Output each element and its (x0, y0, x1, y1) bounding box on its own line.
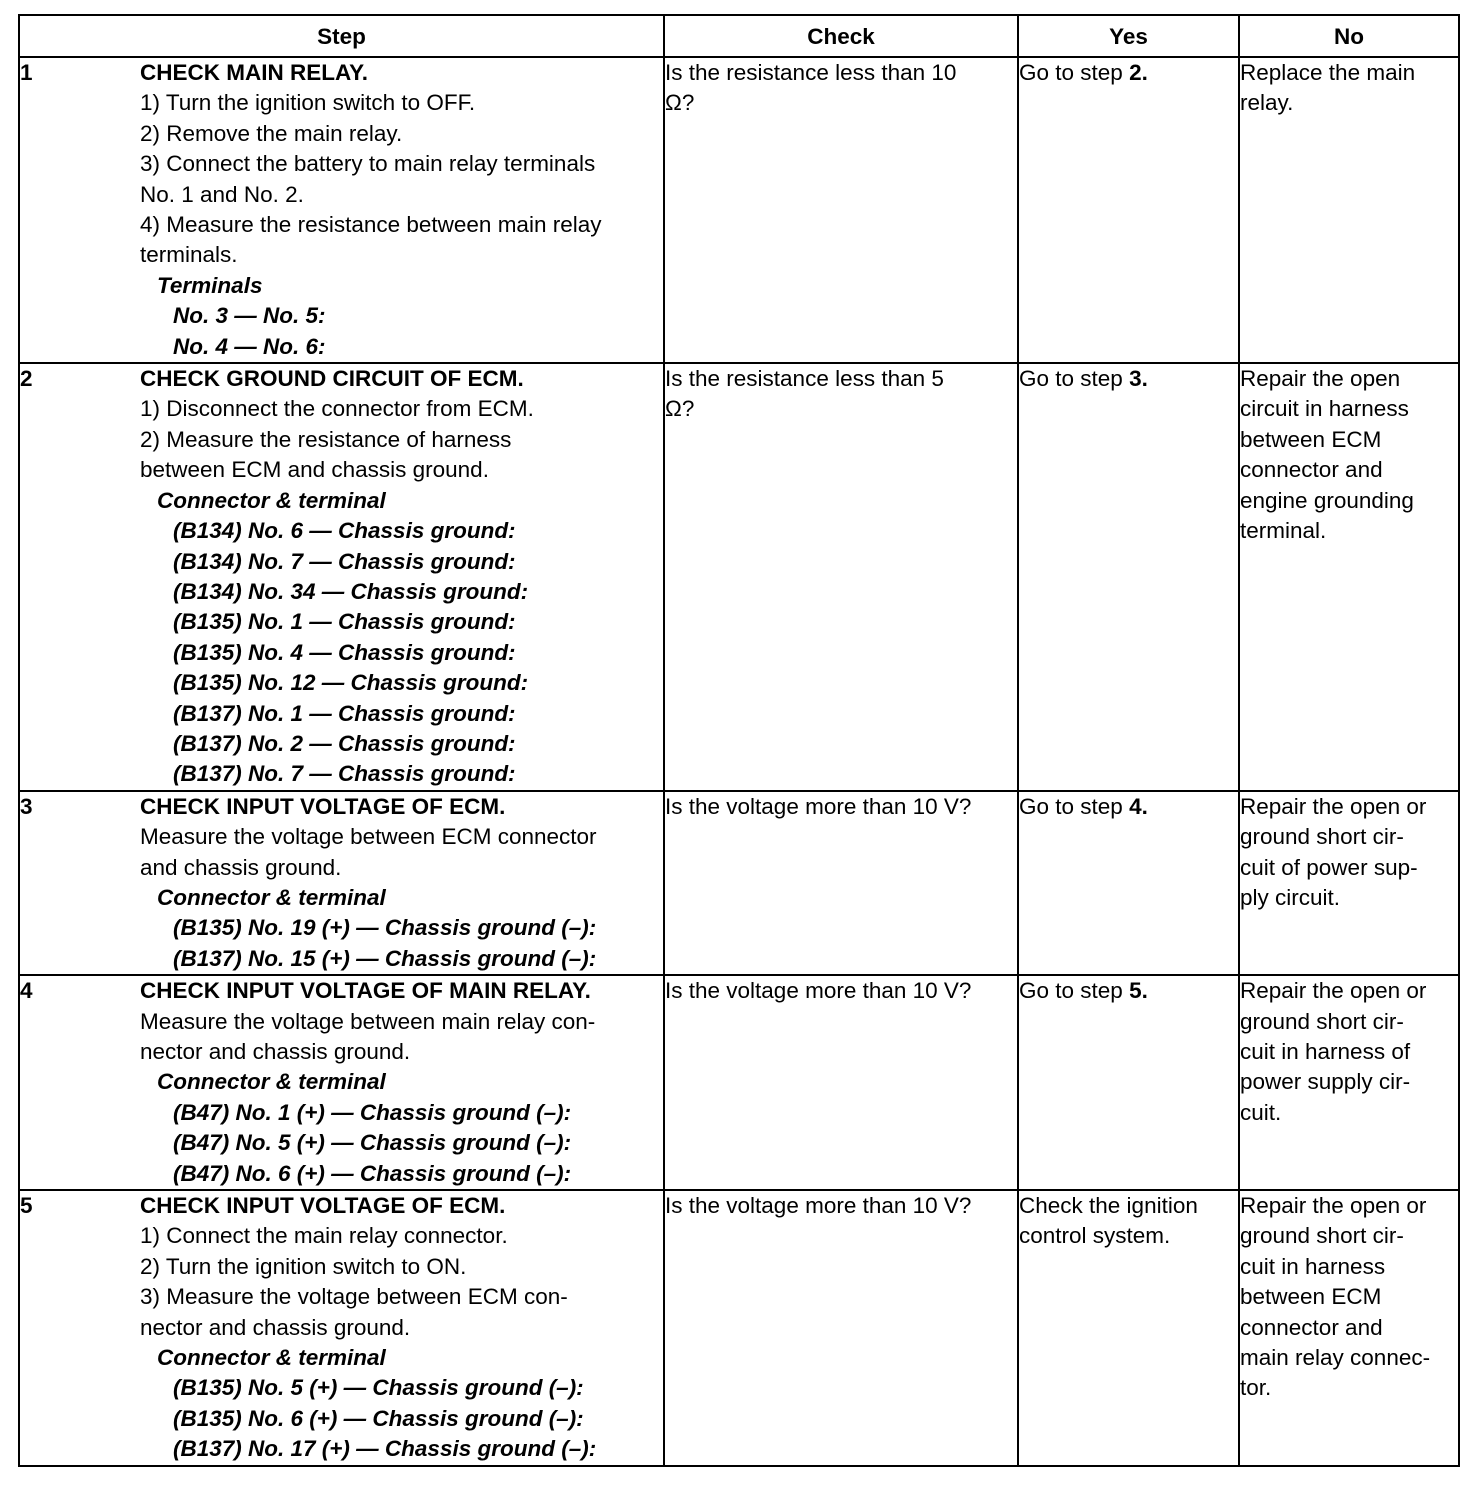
table-row (19, 791, 1459, 975)
no-text-line: connector and (1240, 1314, 1383, 1340)
step-instruction-line: 3) Connect the battery to main relay terminals (140, 151, 596, 177)
step-instruction-line: 4) Measure the resistance between main relay (140, 212, 602, 238)
step-title: CHECK INPUT VOLTAGE OF ECM. (140, 1193, 506, 1219)
check-text-line: Ω? (665, 396, 695, 422)
step-terminal-spec: (B135) No. 5 (+) — Chassis ground (–): (173, 1375, 584, 1401)
step-terminal-spec: (B47) No. 6 (+) — Chassis ground (–): (173, 1160, 572, 1186)
step-instruction-line: nector and chassis ground. (140, 1039, 411, 1064)
step-number: 1 (20, 60, 33, 85)
no-cell (1239, 363, 1459, 791)
no-text-line: between ECM (1240, 1284, 1382, 1310)
yes-line (1019, 792, 1238, 822)
check-text-line: Is the resistance less than 10 (665, 60, 957, 85)
step-terminal-spec: (B137) No. 15 (+) — Chassis ground (–): (173, 945, 597, 971)
yes-cell (1018, 791, 1239, 975)
step-instruction-line: 2) Turn the ignition switch to ON. (140, 1253, 467, 1279)
check-text-line: Is the voltage more than 10 V? (665, 793, 972, 819)
header-check: Check (664, 15, 1018, 57)
table-row (19, 1190, 1459, 1466)
check-cell (664, 791, 1018, 975)
step-cell (19, 791, 664, 975)
yes-line (1019, 1191, 1238, 1221)
step-sublabel: Connector & terminal (157, 1069, 386, 1095)
header-step: Step (19, 15, 664, 57)
no-text-line: Repair the open (1240, 366, 1401, 392)
yes-line (1019, 364, 1238, 394)
no-text-line: Repair the open or (1240, 978, 1427, 1004)
yes-line (1019, 976, 1238, 1006)
step-number: 2 (20, 366, 33, 392)
step-instruction-line: No. 1 and No. 2. (140, 181, 304, 207)
table-row (19, 975, 1459, 1190)
no-text-line: Repair the open or (1240, 793, 1427, 819)
yes-cell (1018, 57, 1239, 363)
step-sublabel: Connector & terminal (157, 884, 386, 910)
step-title: CHECK GROUND CIRCUIT OF ECM. (140, 366, 524, 392)
step-terminal-spec: (B47) No. 5 (+) — Chassis ground (–): (173, 1130, 572, 1156)
check-cell (664, 1190, 1018, 1466)
step-cell (19, 1190, 664, 1466)
step-sublabel: Connector & terminal (157, 487, 386, 513)
step-instruction-line: 1) Turn the ignition switch to OFF. (140, 90, 476, 116)
no-cell (1239, 975, 1459, 1190)
no-cell (1239, 791, 1459, 975)
step-instruction-line: 2) Remove the main relay. (140, 120, 403, 146)
table-row (19, 57, 1459, 363)
no-cell (1239, 57, 1459, 363)
step-cell (19, 975, 664, 1190)
step-body (140, 58, 663, 362)
yes-text: Check the ignition (1019, 1193, 1198, 1219)
check-text-line: Is the voltage more than 10 V? (665, 1193, 972, 1219)
step-terminal-spec: (B135) No. 1 — Chassis ground: (173, 609, 516, 635)
step-body (140, 792, 663, 974)
step-sublabel: Connector & terminal (157, 1345, 386, 1371)
no-text-line: engine grounding (1240, 487, 1414, 513)
yes-text: Go to step (1019, 793, 1130, 819)
no-text-line: ground short cir- (1240, 1223, 1404, 1249)
check-text-line: Ω? (665, 90, 695, 116)
no-text-line: ground short cir- (1240, 824, 1404, 850)
no-text-line: power supply cir- (1240, 1069, 1411, 1095)
step-wrap (20, 792, 663, 974)
step-terminal-spec: (B134) No. 6 — Chassis ground: (173, 518, 516, 544)
step-title: CHECK MAIN RELAY. (140, 60, 368, 85)
step-body (140, 364, 663, 790)
yes-step-ref: 2. (1129, 60, 1148, 85)
step-terminal-spec: (B137) No. 2 — Chassis ground: (173, 730, 516, 756)
step-wrap (20, 364, 663, 790)
step-instruction-line: 1) Connect the main relay connector. (140, 1223, 508, 1249)
step-number: 3 (20, 793, 33, 819)
step-body (140, 1191, 663, 1465)
yes-cell (1018, 1190, 1239, 1466)
step-instruction-line: terminals. (140, 242, 238, 268)
yes-text: Go to step (1019, 60, 1130, 85)
no-text-line: terminal. (1240, 518, 1327, 544)
step-title: CHECK INPUT VOLTAGE OF MAIN RELAY. (140, 978, 591, 1004)
no-text-line: between ECM (1240, 426, 1382, 452)
step-cell (19, 363, 664, 791)
step-terminal-spec: No. 4 — No. 6: (173, 333, 326, 359)
step-terminal-spec: (B135) No. 19 (+) — Chassis ground (–): (173, 915, 597, 941)
check-cell (664, 975, 1018, 1190)
step-terminal-spec: (B47) No. 1 (+) — Chassis ground (–): (173, 1099, 572, 1125)
step-instruction-line: Measure the voltage between main relay con- (140, 1008, 596, 1034)
no-text-line: Replace the main (1240, 60, 1416, 85)
yes-text: Go to step (1019, 366, 1130, 392)
check-text-line: Is the voltage more than 10 V? (665, 978, 972, 1004)
no-text-line: cuit of power sup- (1240, 854, 1418, 880)
step-terminal-spec: (B135) No. 12 — Chassis ground: (173, 670, 529, 696)
no-text-line: tor. (1240, 1375, 1272, 1401)
no-text-line: circuit in harness (1240, 396, 1409, 422)
step-terminal-spec: (B137) No. 1 — Chassis ground: (173, 700, 516, 726)
step-terminal-spec: (B134) No. 34 — Chassis ground: (173, 578, 529, 604)
step-wrap (20, 58, 663, 362)
header-no: No (1239, 15, 1459, 57)
step-body (140, 976, 663, 1189)
no-text-line: ply circuit. (1240, 884, 1341, 910)
step-instruction-line: nector and chassis ground. (140, 1314, 411, 1340)
yes-step-ref: 5. (1129, 978, 1148, 1004)
step-terminal-spec: (B137) No. 7 — Chassis ground: (173, 761, 516, 787)
step-terminal-spec: (B135) No. 4 — Chassis ground: (173, 639, 516, 665)
step-terminal-spec: (B135) No. 6 (+) — Chassis ground (–): (173, 1405, 584, 1431)
step-terminal-spec: (B137) No. 17 (+) — Chassis ground (–): (173, 1436, 597, 1462)
yes-line (1019, 58, 1238, 88)
diagnostic-procedure-sheet (18, 14, 1460, 1467)
step-number: 4 (20, 978, 33, 1004)
step-terminal-spec: No. 3 — No. 5: (173, 303, 326, 329)
no-text-line: connector and (1240, 457, 1383, 483)
yes-cell (1018, 975, 1239, 1190)
yes-text-line: control system. (1019, 1223, 1171, 1249)
no-text-line: cuit. (1240, 1099, 1282, 1125)
yes-step-ref: 3. (1129, 366, 1148, 392)
check-cell (664, 57, 1018, 363)
step-terminal-spec: (B134) No. 7 — Chassis ground: (173, 548, 516, 574)
table-row (19, 363, 1459, 791)
yes-cell (1018, 363, 1239, 791)
step-instruction-line: and chassis ground. (140, 854, 342, 880)
check-text-line: Is the resistance less than 5 (665, 366, 944, 392)
step-instruction-line: between ECM and chassis ground. (140, 457, 489, 483)
step-wrap (20, 976, 663, 1189)
step-cell (19, 57, 664, 363)
diagnostic-table (18, 14, 1460, 1467)
yes-text: Go to step (1019, 978, 1130, 1004)
no-text-line: cuit in harness (1240, 1253, 1386, 1279)
step-sublabel: Terminals (157, 272, 263, 298)
check-cell (664, 363, 1018, 791)
no-text-line: Repair the open or (1240, 1193, 1427, 1219)
step-number: 5 (20, 1193, 33, 1219)
step-wrap (20, 1191, 663, 1465)
no-cell (1239, 1190, 1459, 1466)
no-text-line: cuit in harness of (1240, 1039, 1411, 1064)
no-text-line: relay. (1240, 90, 1294, 116)
no-text-line: main relay connec- (1240, 1345, 1431, 1371)
step-instruction-line: 3) Measure the voltage between ECM con- (140, 1284, 568, 1310)
step-title: CHECK INPUT VOLTAGE OF ECM. (140, 793, 506, 819)
step-instruction-line: Measure the voltage between ECM connector (140, 824, 597, 850)
step-instruction-line: 2) Measure the resistance of harness (140, 426, 512, 452)
header-yes: Yes (1018, 15, 1239, 57)
header-row (19, 15, 1459, 57)
no-text-line: ground short cir- (1240, 1008, 1404, 1034)
yes-step-ref: 4. (1129, 793, 1148, 819)
step-instruction-line: 1) Disconnect the connector from ECM. (140, 396, 534, 422)
